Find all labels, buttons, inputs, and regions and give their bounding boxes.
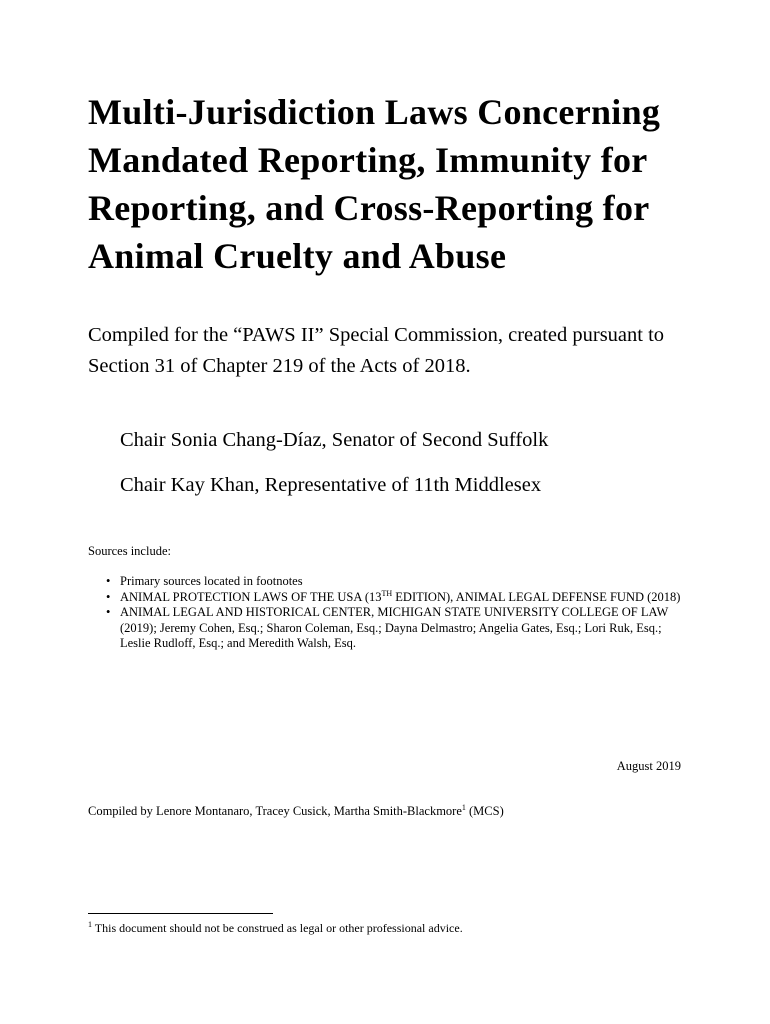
source-text: ANIMAL LEGAL AND HISTORICAL CENTER, MICHIGAN STATE UNIVERSITY COLLEGE OF LAW (2019); Jeremy Cohen, Esq.; Sharon Coleman, Esq.; Dayna Delmastro; Angelia Gates, Esq.; Lori Ruk, Esq.; Leslie Rudloff, Esq.; and Meredith Walsh, Esq. — [120, 605, 669, 650]
source-item-animal-legal-center — [108, 605, 688, 652]
sources-heading: Sources include: — [88, 544, 171, 558]
source-text: Primary sources located in footnotes — [120, 574, 303, 588]
edition-superscript: TH — [381, 588, 393, 598]
footnote-text: This document should not be construed as legal or other professional advice. — [92, 921, 463, 935]
compiled-by-names: Compiled by Lenore Montanaro, Tracey Cusick, Martha Smith-Blackmore — [88, 804, 462, 818]
document-title: Multi-Jurisdiction Laws Concerning Mandated Reporting, Immunity for Reporting, and Cross-Reporting for Animal Cruelty and Abuse — [88, 92, 661, 276]
chair-representative: Chair Kay Khan, Representative of 11th Middlesex — [120, 474, 542, 496]
chair-senator: Chair Sonia Chang-Díaz, Senator of Second Suffolk — [120, 429, 549, 451]
footnote-marker: 1 — [88, 920, 92, 929]
footnote-reference: 1 — [461, 802, 466, 812]
bullet-icon: • — [106, 589, 111, 604]
commission-statement: Compiled for the “PAWS II” Special Commission, created pursuant to Section 31 of Chapter 219 of the Acts of 2018. — [88, 324, 665, 377]
compiled-by — [88, 803, 504, 819]
sources-list — [108, 574, 688, 652]
source-text-end: EDITION), ANIMAL LEGAL DEFENSE FUND (2018) — [392, 589, 681, 604]
document-date: August 2019 — [616, 759, 681, 773]
footnote — [88, 921, 463, 936]
bullet-icon: • — [106, 574, 111, 588]
footnote-divider — [88, 913, 273, 914]
compiled-by-organization: (MCS) — [465, 804, 504, 818]
source-item-animal-protection-laws — [108, 590, 688, 606]
source-item-primary — [108, 574, 688, 590]
bullet-icon: • — [106, 605, 111, 619]
source-text-start: ANIMAL PROTECTION LAWS OF THE USA (13 — [120, 589, 382, 604]
